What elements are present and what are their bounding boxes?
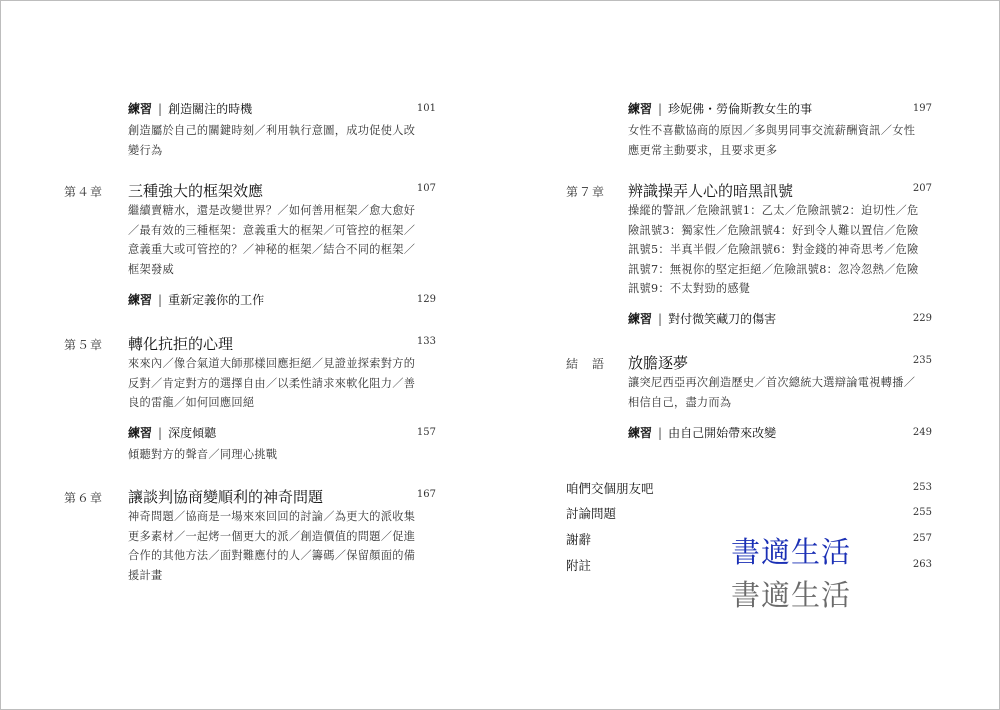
exercise-divider: |	[658, 312, 663, 326]
page-number: 229	[912, 313, 932, 324]
back-matter-title: 附註	[566, 558, 592, 573]
back-matter-title: 咱們交個朋友吧	[566, 481, 654, 496]
page-number: 207	[912, 183, 932, 194]
exercise-title-row	[128, 291, 264, 309]
page-number: 257	[912, 533, 932, 544]
chapter-label: 第６章	[64, 491, 104, 505]
description-line: 繼續賣糖水，還是改變世界？／如何善用框架／愈大愈好	[128, 204, 416, 217]
exercise-label: 練習	[628, 102, 653, 116]
exercise-divider: |	[158, 426, 163, 440]
chapter-title: 轉化抗拒的心理	[128, 335, 234, 353]
chapter-title: 讓談判協商變順利的神奇問題	[128, 488, 324, 506]
description-line: 來來內／像合氣道大師那樣回應拒絕／見證並探索對方的	[128, 357, 416, 370]
exercise-label: 練習	[628, 312, 653, 326]
back-matter-title: 討論問題	[566, 506, 617, 521]
description-line: 援計畫	[128, 568, 163, 582]
page-number: 263	[912, 559, 932, 570]
exercise-title: 創造關注的時機	[168, 102, 253, 116]
page-number: 129	[416, 294, 436, 305]
exercise-title: 深度傾聽	[168, 426, 217, 440]
page-number: 197	[912, 103, 932, 114]
page-number: 255	[912, 507, 932, 518]
page-number: 101	[416, 103, 436, 114]
entry-description	[628, 201, 919, 299]
description-line: 良的雷龍／如何回應回絕	[128, 396, 255, 409]
exercise-divider: |	[158, 293, 163, 307]
exercise-divider: |	[658, 426, 663, 440]
entry-description	[128, 507, 415, 585]
description-line: 操縱的警訊／危險訊號1：乙太／危險訊號2：迫切性／危	[628, 204, 919, 217]
description-line: 意義重大或可管控的？／神秘的框架／結合不同的框架／	[128, 243, 416, 256]
description-line: 訊號7：無視你的堅定拒絕／危險訊號8：忽冷忽熱／危險	[628, 262, 919, 276]
exercise-label: 練習	[628, 426, 653, 440]
publisher-watermark-gray: 書適生活	[731, 578, 852, 612]
description-line: 反對／肯定對方的選擇自由／以柔性請求來軟化阻力／善	[128, 376, 416, 390]
chapter-label: 第７章	[566, 185, 606, 199]
publisher-watermark-blue: 書適生活	[731, 535, 852, 569]
page-number: 133	[416, 336, 436, 347]
entry-description	[128, 354, 415, 413]
chapter-title: 辨識操弄人心的暗黑訊號	[628, 182, 794, 200]
page-number: 249	[912, 427, 932, 438]
description-line: 變行為	[128, 143, 163, 157]
entry-description	[128, 201, 415, 279]
description-line: 創造屬於自己的關鍵時刻／利用執行意圖，成功促使人改	[128, 124, 416, 137]
description-line: 訊號9：不太對勁的感覺	[628, 282, 751, 295]
page-number: 235	[912, 355, 932, 366]
entry-description	[628, 373, 915, 412]
description-line: 訊號5：半真半假／危險訊號6：對金錢的神奇思考／危險	[628, 243, 919, 256]
exercise-title-row	[128, 100, 252, 118]
description-line: 險訊號3：獨家性／危險訊號4：好到令人難以置信／危險	[628, 223, 919, 237]
description-line: 應更常主動要求，且要求更多	[628, 143, 778, 157]
description-line: 合作的其他方法／面對難應付的人／籌碼／保留顏面的備	[128, 549, 416, 562]
exercise-title-row	[628, 310, 776, 328]
exercise-title-row	[628, 100, 812, 118]
exercise-divider: |	[658, 102, 663, 116]
chapter-label: 第４章	[64, 185, 104, 199]
exercise-title: 對付微笑藏刀的傷害	[668, 312, 777, 326]
page-number: 253	[912, 482, 932, 493]
description-line: 相信自己，盡力而為	[628, 395, 732, 409]
description-line: 傾聽對方的聲音／同理心挑戰	[128, 448, 278, 461]
entry-description	[628, 121, 915, 160]
description-line: 更多素材／一起烤一個更大的派／創造價值的問題／促進	[128, 529, 416, 543]
description-line: 女性不喜歡協商的原因／多與男同事交流薪酬資訊／女性	[628, 124, 916, 137]
page-number: 157	[416, 427, 436, 438]
exercise-title: 重新定義你的工作	[168, 293, 265, 307]
chapter-label: 第５章	[64, 338, 104, 352]
entry-description	[128, 121, 415, 160]
exercise-title: 由自己開始帶來改變	[668, 426, 777, 440]
exercise-title-row	[128, 424, 216, 442]
page-number: 107	[416, 183, 436, 194]
description-line: 框架發威	[128, 262, 174, 276]
epilogue-label: 結 語	[566, 357, 606, 371]
exercise-divider: |	[158, 102, 163, 116]
exercise-label: 練習	[128, 102, 153, 116]
description-line: ／最有效的三種框架：意義重大的框架／可管控的框架／	[128, 223, 416, 237]
exercise-label: 練習	[128, 293, 153, 307]
exercise-title-row	[628, 424, 776, 442]
page-number: 167	[416, 489, 436, 500]
exercise-label: 練習	[128, 426, 153, 440]
description-line: 神奇問題／協商是一場來來回回的討論／為更大的派收集	[128, 510, 416, 523]
description-line: 讓突尼西亞再次創造歷史／首次總統大選辯論電視轉播／	[628, 376, 916, 389]
entry-description	[128, 445, 277, 465]
chapter-title: 三種強大的框架效應	[128, 182, 264, 200]
exercise-title: 珍妮佛・勞倫斯教女生的事	[668, 102, 813, 116]
epilogue-title: 放膽逐夢	[628, 354, 689, 372]
back-matter-title: 謝辭	[566, 532, 592, 547]
